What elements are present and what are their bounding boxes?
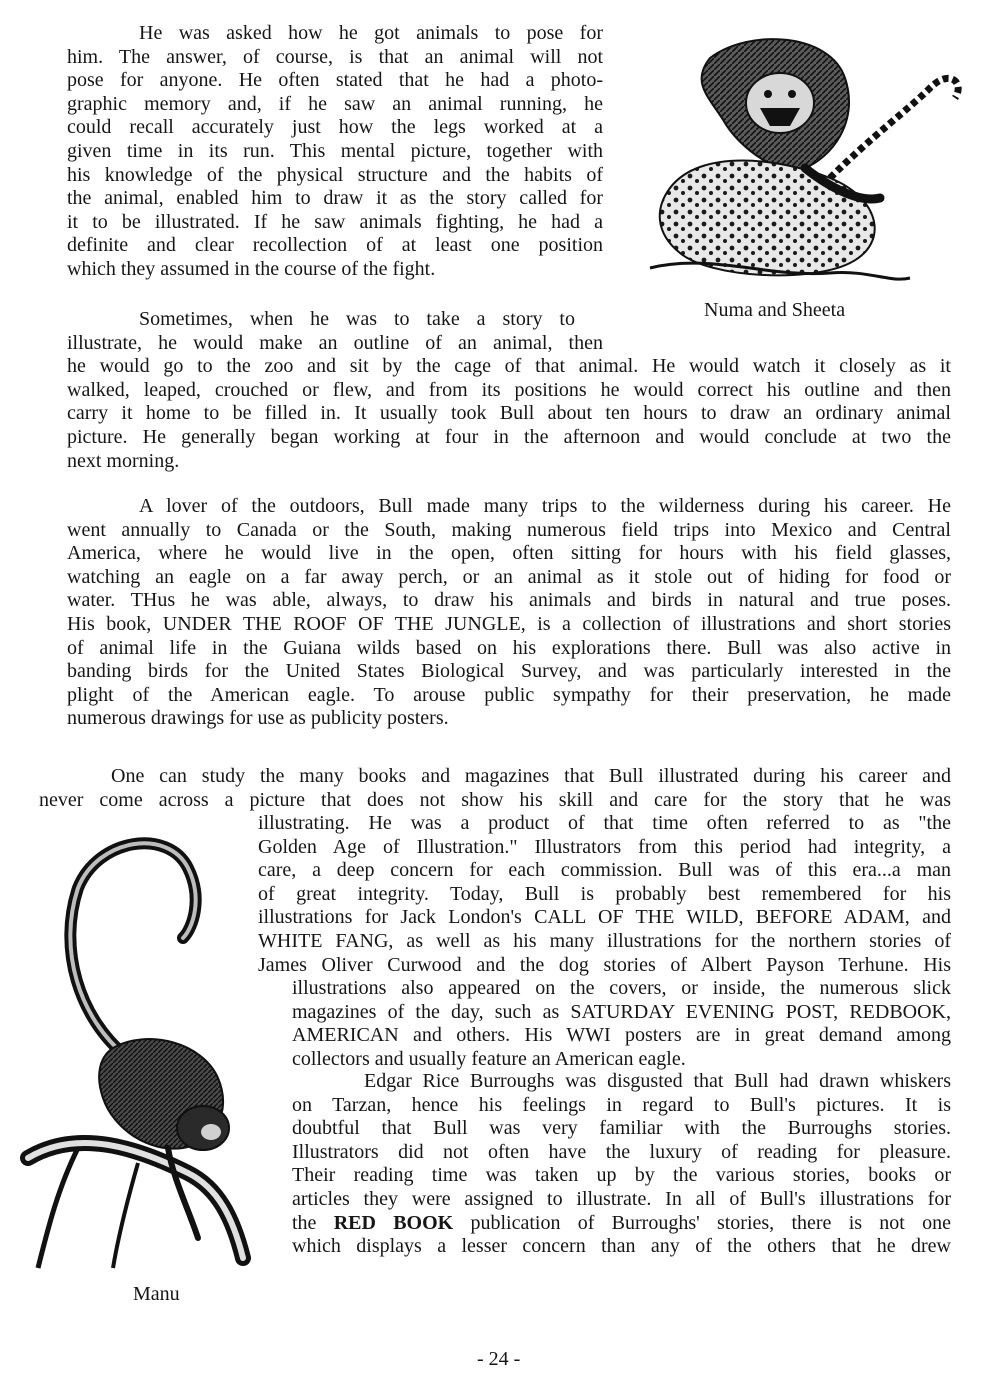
text-line: Edgar Rice Burroughs was disgusted that Bull had drawn whiskers bbox=[364, 1070, 951, 1092]
text-line: illustrate, he would make an outline of an animal, then bbox=[67, 331, 603, 354]
text-line: walked, leaped, crouched or flew, and from its positions he would correct his outline and then bbox=[67, 378, 951, 401]
manu-illustration bbox=[18, 828, 258, 1280]
text-line: plight of the American eagle. To arouse public sympathy for their preservation, he made bbox=[67, 683, 951, 706]
text-line: could recall accurately just how the legs worked at a bbox=[67, 116, 603, 139]
text-line: which displays a lesser concern than any of the others that he drew bbox=[292, 1235, 951, 1258]
text-line: doubtful that Bull was very familiar with the Burroughs stories. bbox=[292, 1117, 951, 1140]
text-line: Sometimes, when he was to take a story to bbox=[139, 308, 575, 330]
caption-numa-and-sheeta: Numa and Sheeta bbox=[704, 299, 846, 321]
text-line: watching an eagle on a far away perch, or an animal as it stole out of hiding for food or bbox=[67, 565, 951, 588]
text-line: Golden Age of Illustration." Illustrators from this period had integrity, a bbox=[258, 835, 951, 858]
text-line: His book, UNDER THE ROOF OF THE JUNGLE, is a collection of illustrations and short stories bbox=[67, 612, 951, 635]
text-line: illustrations for Jack London's CALL OF THE WILD, BEFORE ADAM, and bbox=[258, 906, 951, 929]
text-line: he would go to the zoo and sit by the cage of that animal. He would watch it closely as it bbox=[67, 355, 951, 378]
text-line: One can study the many books and magazines that Bull illustrated during his career and bbox=[111, 765, 951, 787]
text-line: him. The answer, of course, is that an animal will not bbox=[67, 45, 603, 68]
text-line: magazines of the day, such as SATURDAY EVENING POST, REDBOOK, bbox=[292, 1000, 951, 1023]
paragraph-burroughs bbox=[292, 1070, 951, 1259]
text-line: James Oliver Curwood and the dog stories of Albert Payson Terhune. His bbox=[258, 953, 951, 976]
text-line: of great integrity. Today, Bull is probably best remembered for his bbox=[258, 882, 951, 905]
text-line: numerous drawings for use as publicity posters. bbox=[67, 707, 449, 730]
text-line: definite and clear recollection of at least one position bbox=[67, 234, 603, 257]
text-line: which they assumed in the course of the fight. bbox=[67, 257, 436, 280]
page-number: - 24 - bbox=[477, 1348, 521, 1370]
text-line: graphic memory and, if he saw an animal running, he bbox=[67, 92, 603, 115]
text-line: A lover of the outdoors, Bull made many trips to the wilderness during his career. He bbox=[139, 495, 951, 517]
text-line: illustrations also appeared on the covers, or inside, the numerous slick bbox=[292, 977, 951, 999]
text-line: AMERICAN and others. His WWI posters are in great demand among bbox=[292, 1024, 951, 1047]
text-fragment: publication of Burroughs' stories, there is not one bbox=[453, 1211, 951, 1234]
numa-and-sheeta-illustration bbox=[630, 28, 970, 288]
text-line: banding birds for the United States Biological Survey, and was particularly interested in the bbox=[67, 660, 951, 683]
text-line: his knowledge of the physical structure and the habits of bbox=[67, 163, 603, 186]
caption-manu: Manu bbox=[133, 1283, 180, 1305]
text-line: it to be illustrated. If he saw animals fighting, he had a bbox=[67, 210, 603, 233]
text-line: He was asked how he got animals to pose for bbox=[139, 22, 603, 44]
text-line: of animal life in the Guiana wilds based on his explorations there. Bull was also active in bbox=[67, 636, 951, 659]
text-line: WHITE FANG, as well as his many illustrations for the northern stories of bbox=[258, 929, 951, 952]
text-line: went annually to Canada or the South, making numerous field trips into Mexico and Central bbox=[67, 518, 951, 541]
red-book-title: RED BOOK bbox=[333, 1211, 454, 1234]
paragraph-zoo bbox=[67, 308, 951, 473]
text-line: next morning. bbox=[67, 449, 180, 472]
text-line: on Tarzan, hence his feelings in regard to Bull's pictures. It is bbox=[292, 1093, 951, 1116]
text-line: given time in its run. This mental picture, together with bbox=[67, 139, 603, 162]
paragraph-golden-age-full bbox=[39, 765, 951, 812]
text-line: carry it home to be filled in. It usually took Bull about ten hours to draw an ordinary animal bbox=[67, 402, 951, 425]
text-line: never come across a picture that does not show his skill and care for the story that he was bbox=[39, 788, 951, 811]
paragraph-golden-age-narrow bbox=[292, 977, 951, 1071]
text-line: Their reading time was taken up by the various stories, books or bbox=[292, 1164, 951, 1187]
paragraph-posing bbox=[67, 22, 603, 282]
text-fragment: the bbox=[292, 1211, 334, 1234]
text-line: illustrating. He was a product of that time often referred to as "the bbox=[258, 812, 951, 834]
text-line: care, a deep concern for each commission. Bull was of this era...a man bbox=[258, 859, 951, 882]
text-line-red-book bbox=[292, 1212, 951, 1236]
text-line: Illustrators did not often have the luxury of reading for pleasure. bbox=[292, 1140, 951, 1163]
text-line: the animal, enabled him to draw it as the story called for bbox=[67, 187, 603, 210]
text-line: collectors and usually feature an American eagle. bbox=[292, 1047, 686, 1070]
text-line: pose for anyone. He often stated that he had a photo- bbox=[67, 69, 603, 92]
text-line: articles they were assigned to illustrate. In all of Bull's illustrations for bbox=[292, 1187, 951, 1210]
paragraph-outdoors bbox=[67, 495, 951, 731]
text-line: picture. He generally began working at four in the afternoon and would conclude at two the bbox=[67, 425, 951, 448]
text-line: America, where he would live in the open, often sitting for hours with his field glasses, bbox=[67, 542, 951, 565]
paragraph-golden-age-mid bbox=[258, 812, 951, 977]
text-line: water. THus he was able, always, to draw his animals and birds in natural and true poses. bbox=[67, 589, 951, 612]
